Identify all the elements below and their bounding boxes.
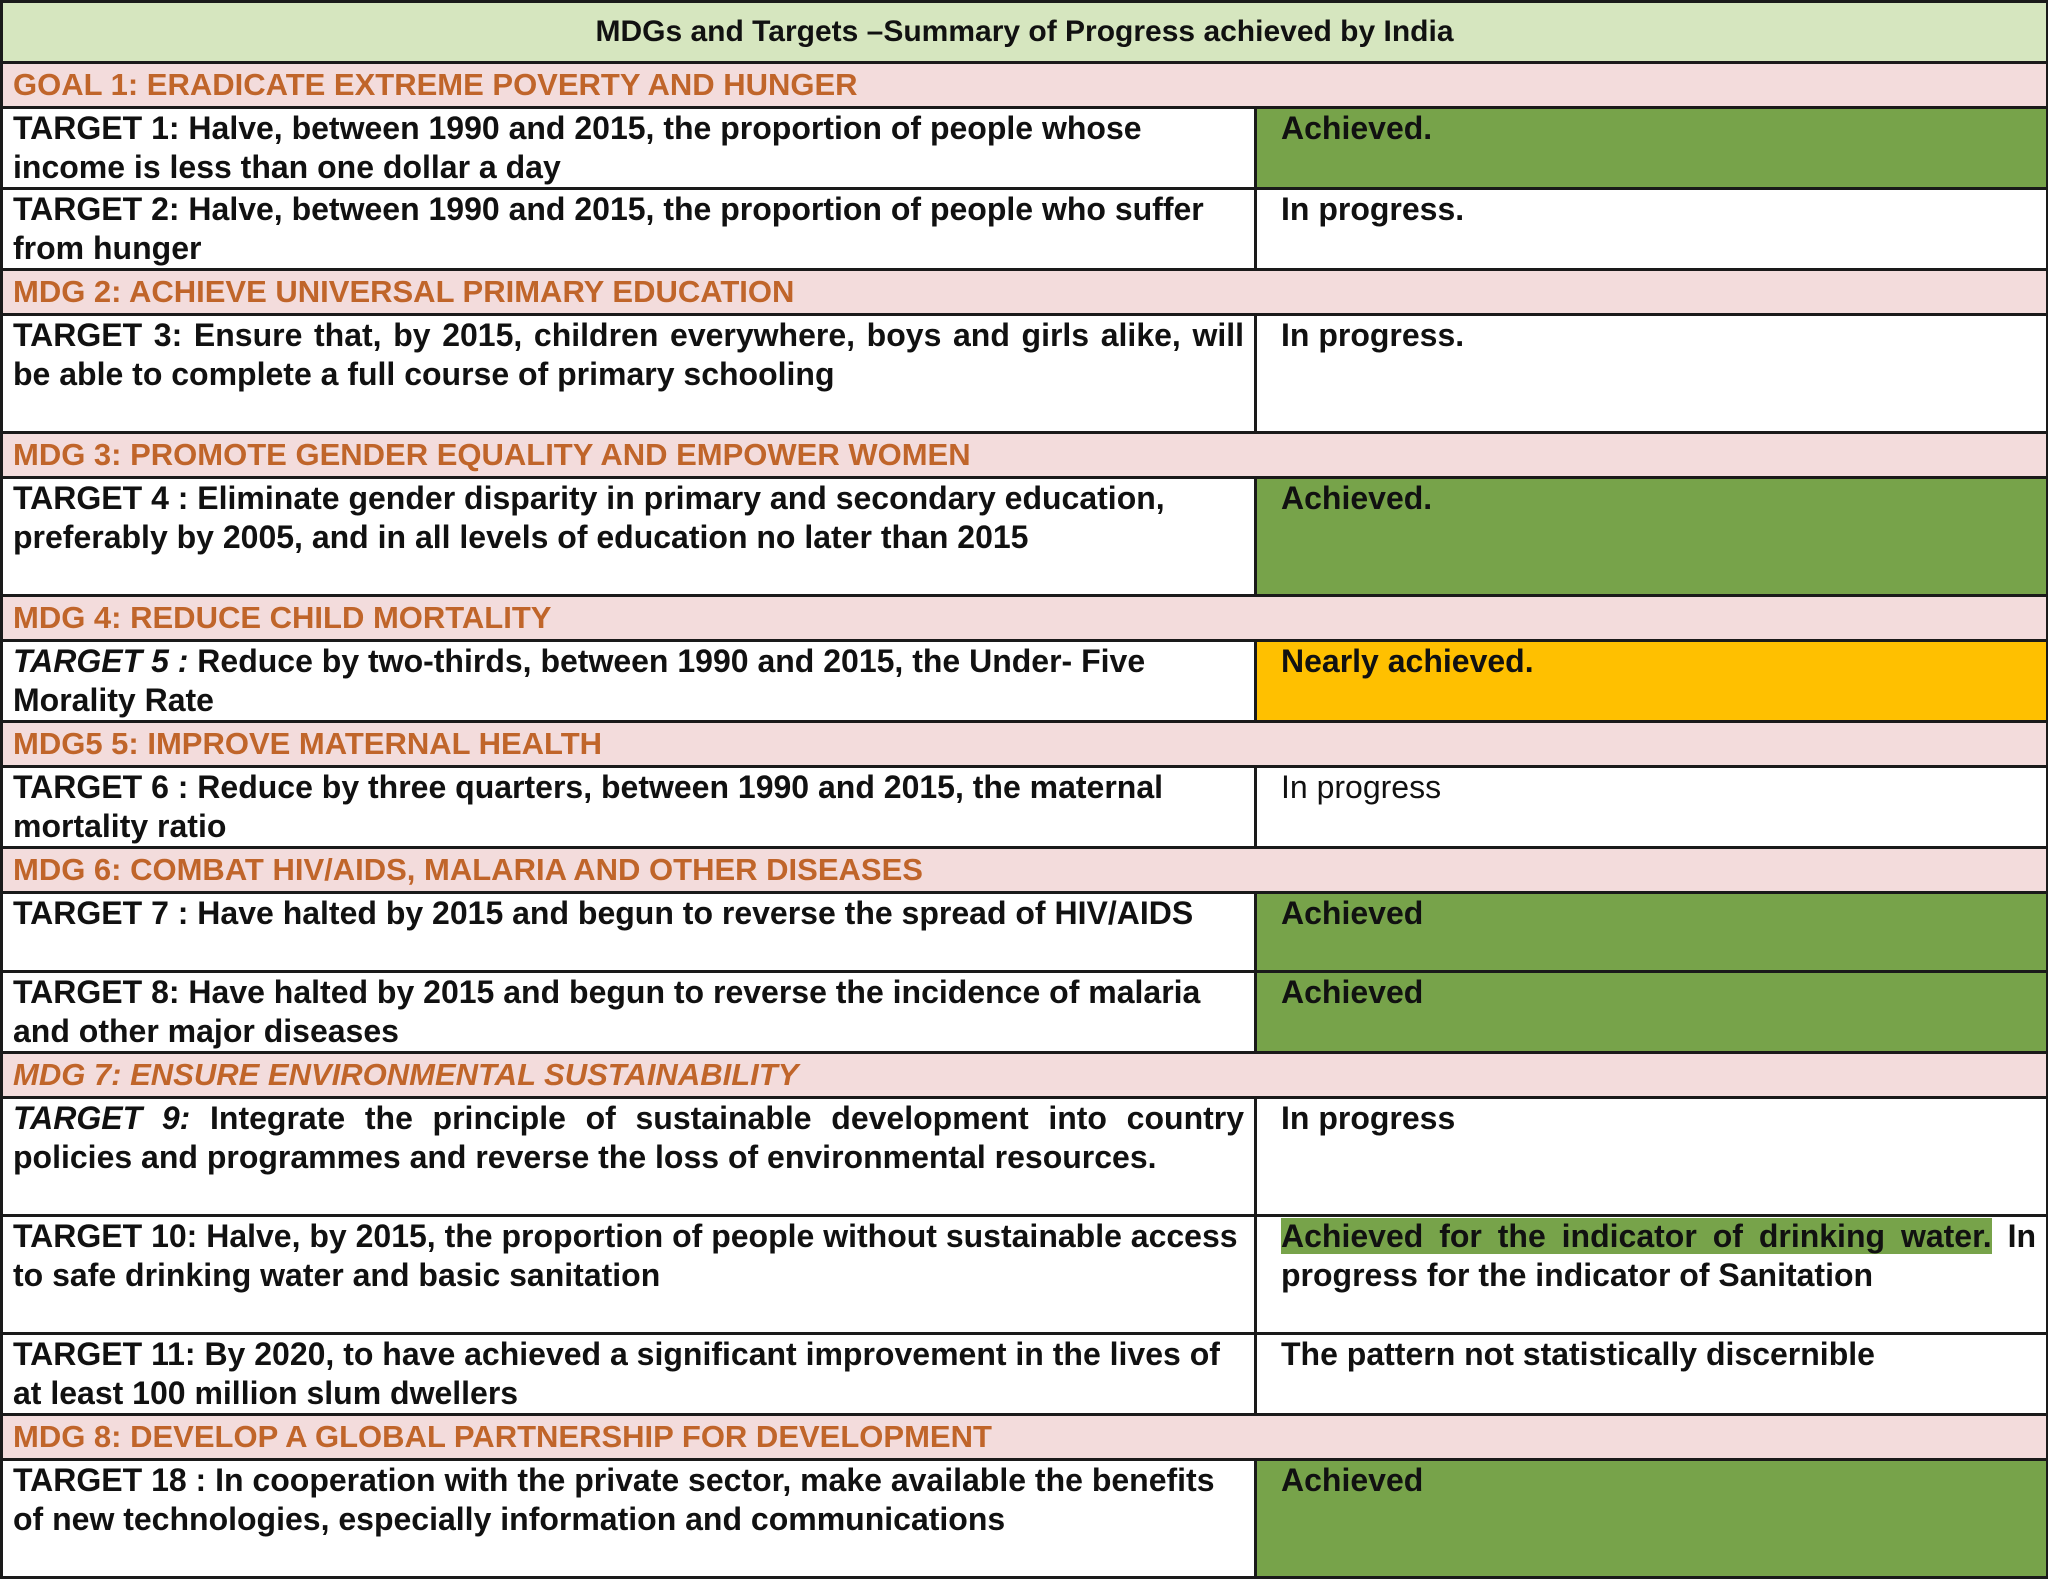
status-cell: Achieved (1256, 972, 2048, 1053)
target-cell (2, 478, 1256, 596)
goal-row (2, 1053, 2048, 1098)
target-label: TARGET 3: (13, 317, 183, 353)
goal-heading: GOAL 1: ERADICATE EXTREME POVERTY AND HUNGER (2, 63, 2048, 108)
target-label: TARGET 11: (13, 1336, 196, 1372)
goal-row (2, 270, 2048, 315)
target-text: Halve, by 2015, the proportion of people without sustainable access to safe drinking water and basic sanitation (13, 1218, 1238, 1293)
target-label: TARGET 6 : (13, 769, 189, 805)
table-title-row (2, 2, 2048, 63)
table-row (2, 972, 2048, 1053)
goal-heading: MDG 7: ENSURE ENVIRONMENTAL SUSTAINABILITY (2, 1053, 2048, 1098)
table-row (2, 108, 2048, 189)
target-cell (2, 189, 1256, 270)
status-cell: In progress. (1256, 315, 2048, 433)
goal-row (2, 1415, 2048, 1460)
table-row (2, 1460, 2048, 1578)
target-label: TARGET 7 : (13, 895, 189, 931)
target-text: Have halted by 2015 and begun to reverse the spread of HIV/AIDS (197, 895, 1194, 931)
goal-row (2, 433, 2048, 478)
goal-heading: MDG 2: ACHIEVE UNIVERSAL PRIMARY EDUCATION (2, 270, 2048, 315)
table-row (2, 189, 2048, 270)
target-label: TARGET 9: (13, 1100, 191, 1136)
target-text: In cooperation with the private sector, make available the benefits of new technologies, especially information and communications (13, 1462, 1215, 1537)
target-text: Have halted by 2015 and begun to reverse the incidence of malaria and other major diseases (13, 974, 1201, 1049)
goal-heading: MDG 6: COMBAT HIV/AIDS, MALARIA AND OTHER DISEASES (2, 848, 2048, 893)
target-label: TARGET 10: (13, 1218, 198, 1254)
goal-heading: MDG 4: REDUCE CHILD MORTALITY (2, 596, 2048, 641)
target-cell (2, 315, 1256, 433)
goal-row (2, 722, 2048, 767)
status-cell: In progress (1256, 1098, 2048, 1216)
table-row (2, 1334, 2048, 1415)
status-cell: In progress (1256, 767, 2048, 848)
table-row (2, 893, 2048, 972)
table-row (2, 315, 2048, 433)
status-cell (1256, 1216, 2048, 1334)
target-cell (2, 1460, 1256, 1578)
goal-heading: MDG5 5: IMPROVE MATERNAL HEALTH (2, 722, 2048, 767)
goal-row (2, 63, 2048, 108)
target-cell (2, 1098, 1256, 1216)
table-row (2, 1216, 2048, 1334)
target-text: Reduce by two-thirds, between 1990 and 2015, the Under- Five Morality Rate (13, 643, 1146, 718)
target-cell (2, 767, 1256, 848)
status-cell: Achieved. (1256, 478, 2048, 596)
target-label: TARGET 4 : (13, 480, 189, 516)
target-text: Ensure that, by 2015, children everywhere, boys and girls alike, will be able to complete a full course of primary schooling (13, 317, 1245, 392)
goal-row (2, 848, 2048, 893)
goal-heading: MDG 8: DEVELOP A GLOBAL PARTNERSHIP FOR DEVELOPMENT (2, 1415, 2048, 1460)
target-label: TARGET 2: (13, 191, 180, 227)
target-text: Eliminate gender disparity in primary and secondary education, preferably by 2005, and in all levels of education no later than 2015 (13, 480, 1165, 555)
target-cell (2, 1334, 1256, 1415)
target-cell (2, 1216, 1256, 1334)
goal-row (2, 596, 2048, 641)
status-cell: Nearly achieved. (1256, 641, 2048, 722)
target-label: TARGET 5 : (13, 643, 189, 679)
target-label: TARGET 1: (13, 110, 180, 146)
goal-heading: MDG 3: PROMOTE GENDER EQUALITY AND EMPOWER WOMEN (2, 433, 2048, 478)
table-row (2, 641, 2048, 722)
status-remainder: In progress for the indicator of Sanitation (1281, 1218, 2037, 1293)
target-text: Integrate the principle of sustainable development into country policies and programmes and reverse the loss of environmental resources. (13, 1100, 1245, 1175)
status-cell: Achieved (1256, 893, 2048, 972)
status-cell: Achieved. (1256, 108, 2048, 189)
target-cell (2, 972, 1256, 1053)
table-row (2, 1098, 2048, 1216)
target-cell (2, 108, 1256, 189)
target-label: TARGET 8: (13, 974, 180, 1010)
target-text: By 2020, to have achieved a significant improvement in the lives of at least 100 million slum dwellers (13, 1336, 1220, 1411)
status-cell: Achieved (1256, 1460, 2048, 1578)
status-highlight: Achieved for the indicator of drinking water. (1281, 1218, 1992, 1254)
target-label: TARGET 18 : (13, 1462, 207, 1498)
target-cell (2, 641, 1256, 722)
target-text: Reduce by three quarters, between 1990 and 2015, the maternal mortality ratio (13, 769, 1164, 844)
status-cell: The pattern not statistically discernible (1256, 1334, 2048, 1415)
target-cell (2, 893, 1256, 972)
target-text: Halve, between 1990 and 2015, the proportion of people who suffer from hunger (13, 191, 1204, 266)
table-row (2, 767, 2048, 848)
table-row (2, 478, 2048, 596)
status-cell: In progress. (1256, 189, 2048, 270)
target-text: Halve, between 1990 and 2015, the proportion of people whose income is less than one dollar a day (13, 110, 1142, 185)
table-title: MDGs and Targets –Summary of Progress achieved by India (2, 2, 2048, 63)
